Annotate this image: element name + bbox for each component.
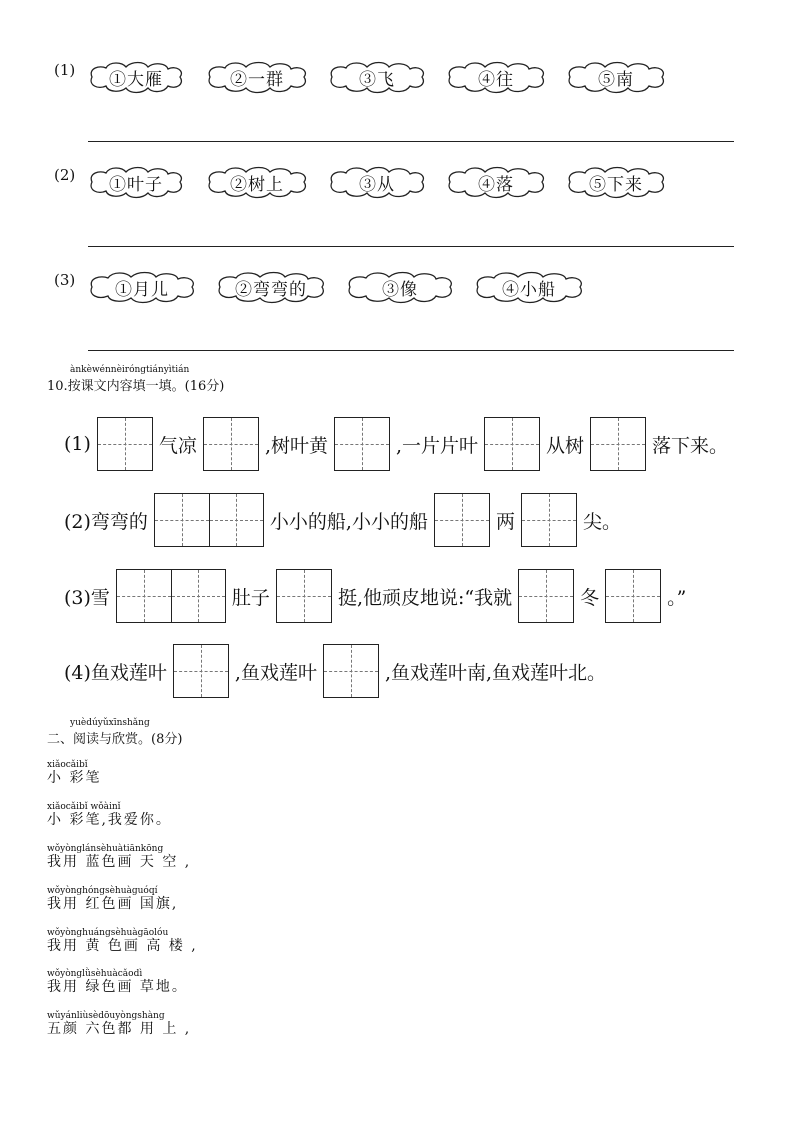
pinyin-annotation: wǒyònghóngsèhuàguóqí	[47, 886, 158, 896]
poem-line: 小 彩笔	[47, 770, 102, 786]
pinyin-annotation: ànkèwénnèiróngtiányìtián	[70, 365, 190, 375]
writing-cell[interactable]	[519, 570, 573, 622]
tianzige-box[interactable]	[484, 417, 540, 471]
writing-cell[interactable]	[435, 494, 489, 546]
poem-line-block	[47, 844, 191, 870]
poem-line-block	[47, 760, 101, 786]
row-text: 从树	[546, 434, 585, 457]
writing-cell[interactable]	[98, 418, 152, 470]
writing-cell[interactable]	[117, 570, 171, 622]
poem-line-block	[47, 969, 188, 995]
question-number: (1)	[54, 61, 76, 79]
tianzige-box[interactable]	[518, 569, 574, 623]
fill-row	[62, 643, 608, 699]
word-cloud[interactable]	[564, 165, 668, 199]
writing-cell[interactable]	[171, 570, 225, 622]
row-text: ,鱼戏莲叶南,鱼戏莲叶北。	[384, 661, 607, 684]
pinyin-annotation: xiǎocǎibǐ	[47, 760, 88, 770]
writing-cell[interactable]	[155, 494, 209, 546]
pinyin-annotation: xiǎocǎibǐ wǒàinǐ	[47, 802, 121, 812]
tianzige-box[interactable]	[203, 417, 259, 471]
row-text: 气凉	[158, 434, 197, 457]
row-text: (3)雪	[64, 586, 110, 609]
tianzige-box[interactable]	[334, 417, 390, 471]
pinyin-annotation: yuèdúyǔxīnshǎng	[70, 718, 150, 728]
row-text: 肚子	[231, 586, 270, 609]
word-cloud[interactable]	[472, 270, 586, 304]
writing-cell[interactable]	[204, 418, 258, 470]
poem-line: 我用 绿色画 草地。	[47, 979, 188, 995]
writing-cell[interactable]	[324, 645, 378, 697]
row-text: 两	[495, 510, 515, 533]
word-label: ①大雁	[109, 69, 163, 90]
word-label: ①叶子	[109, 174, 163, 195]
writing-cell[interactable]	[209, 494, 263, 546]
pinyin-annotation: wǒyònglǜsèhuàcǎodì	[47, 969, 143, 979]
tianzige-box[interactable]	[97, 417, 153, 471]
writing-cell[interactable]	[277, 570, 331, 622]
word-label: ②树上	[230, 174, 284, 195]
word-cloud[interactable]	[86, 270, 198, 304]
word-label: ④落	[478, 174, 514, 195]
row-text: 冬	[580, 586, 600, 609]
word-cloud[interactable]	[204, 60, 310, 94]
tianzige-box[interactable]	[323, 644, 379, 698]
poem-line-block	[47, 1011, 191, 1037]
tianzige-box[interactable]	[154, 493, 264, 547]
writing-cell[interactable]	[485, 418, 539, 470]
poem-line-block	[47, 802, 172, 828]
word-cloud[interactable]	[344, 270, 456, 304]
writing-cell[interactable]	[522, 494, 576, 546]
word-cloud[interactable]	[444, 60, 548, 94]
word-cloud[interactable]	[564, 60, 668, 94]
answer-line[interactable]	[88, 141, 734, 142]
word-cloud[interactable]	[214, 270, 328, 304]
word-cloud[interactable]	[444, 165, 548, 199]
pinyin-annotation: wǒyònghuángsèhuàgāolóu	[47, 928, 169, 938]
word-label: ④往	[478, 69, 514, 90]
tianzige-box[interactable]	[116, 569, 226, 623]
answer-line[interactable]	[88, 350, 734, 351]
row-text: ,一片片叶	[395, 434, 479, 457]
pinyin-annotation: wǔyánliùsèdōuyòngshàng	[47, 1011, 165, 1021]
answer-line[interactable]	[88, 246, 734, 247]
word-label: ②弯弯的	[235, 279, 307, 300]
row-text: (4)鱼戏莲叶	[64, 661, 167, 684]
writing-cell[interactable]	[174, 645, 228, 697]
row-text: (1)	[64, 433, 91, 455]
row-text: (2)弯弯的	[64, 510, 148, 533]
word-cloud[interactable]	[326, 60, 428, 94]
writing-cell[interactable]	[606, 570, 660, 622]
row-text: ,树叶黄	[264, 434, 328, 457]
row-text: 挺,他顽皮地说:“我就	[337, 586, 513, 609]
section-title: 二、阅读与欣赏。(8分)	[47, 732, 183, 747]
writing-cell[interactable]	[591, 418, 645, 470]
row-text: 小小的船,小小的船	[269, 510, 428, 533]
row-text: 。”	[667, 586, 687, 609]
section-title: 10.按课文内容填一填。(16分)	[47, 379, 225, 394]
word-label: ②一群	[230, 69, 284, 90]
poem-line: 五颜 六色都 用 上 ,	[47, 1021, 192, 1037]
word-cloud[interactable]	[204, 165, 310, 199]
tianzige-box[interactable]	[590, 417, 646, 471]
row-text: 尖。	[582, 510, 621, 533]
writing-cell[interactable]	[335, 418, 389, 470]
tianzige-box[interactable]	[521, 493, 577, 547]
word-label: ③从	[359, 174, 395, 195]
word-label: ①月儿	[115, 279, 169, 300]
word-label: ⑤南	[598, 69, 634, 90]
tianzige-box[interactable]	[434, 493, 490, 547]
poem-line: 我用 红色画 国旗,	[47, 896, 179, 912]
poem-line: 小 彩笔,我爱你。	[47, 812, 172, 828]
tianzige-box[interactable]	[605, 569, 661, 623]
tianzige-box[interactable]	[173, 644, 229, 698]
row-text: 落下来。	[652, 434, 729, 457]
poem-line: 我用 黄 色画 高 楼 ,	[47, 938, 198, 954]
tianzige-box[interactable]	[276, 569, 332, 623]
question-number: (2)	[54, 166, 76, 184]
word-cloud[interactable]	[86, 165, 186, 199]
fill-row	[62, 492, 623, 548]
poem-line: 我用 蓝色画 天 空 ,	[47, 854, 192, 870]
row-text: ,鱼戏莲叶	[234, 661, 317, 684]
word-label: ③像	[382, 279, 418, 300]
pinyin-annotation: wǒyònglánsèhuàtiānkōng	[47, 844, 164, 854]
question-number: (3)	[54, 271, 76, 289]
fill-row	[62, 416, 730, 472]
poem-line-block	[47, 928, 198, 954]
word-label: ⑤下来	[589, 174, 643, 195]
word-cloud[interactable]	[326, 165, 428, 199]
word-cloud[interactable]	[86, 60, 186, 94]
poem-line-block	[47, 886, 178, 912]
word-label: ③飞	[359, 69, 395, 90]
fill-row	[62, 568, 688, 624]
word-label: ④小船	[502, 279, 556, 300]
